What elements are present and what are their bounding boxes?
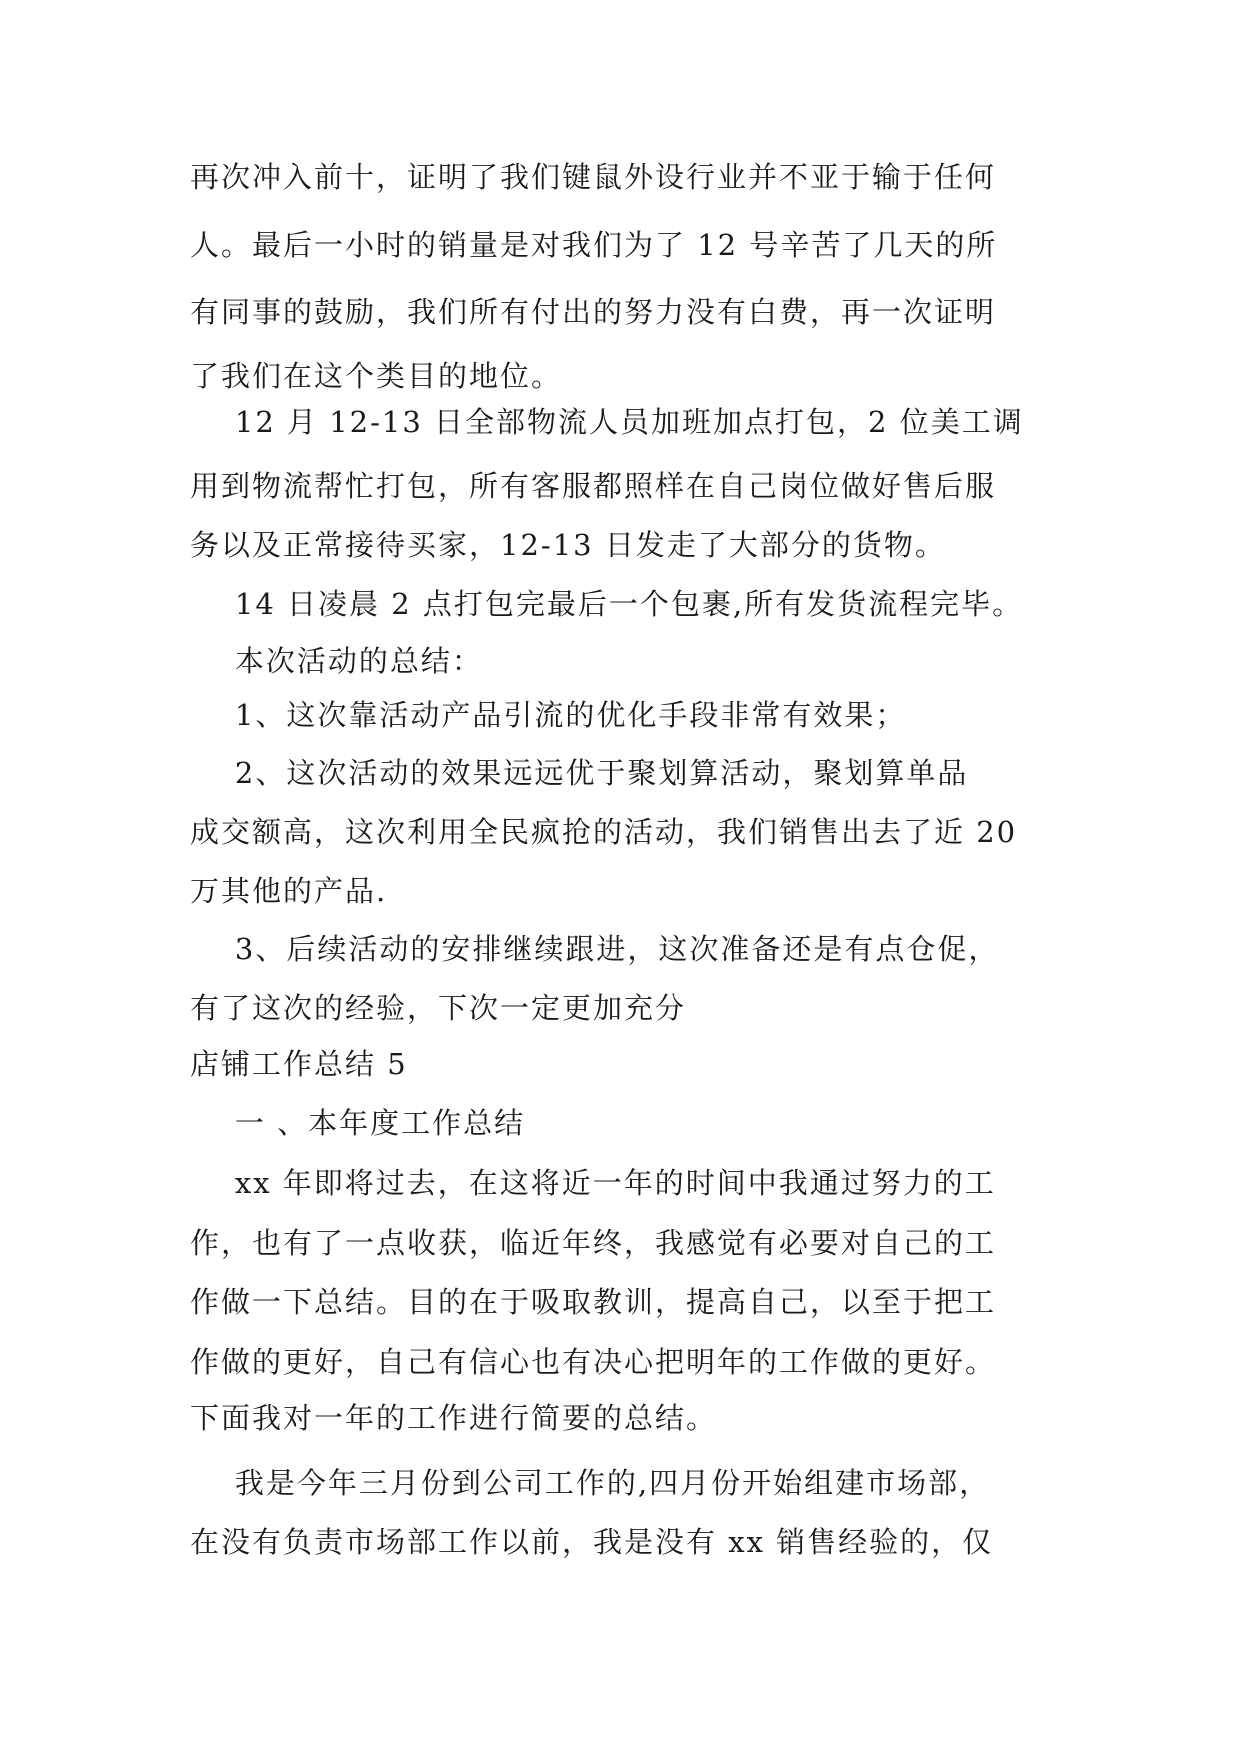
section-heading: 店铺工作总结 5 (190, 1047, 408, 1081)
subsection-heading: 一 、本年度工作总结 (190, 1106, 526, 1140)
text-line: 了我们在这个类目的地位。 (190, 359, 563, 393)
text-line: 1、这次靠活动产品引流的优化手段非常有效果； (190, 698, 907, 732)
text-line: 作做一下总结。目的在于吸取教训，提高自己，以至于把工 (190, 1285, 997, 1319)
text-line: 我是今年三月份到公司工作的,四月份开始组建市场部， (190, 1466, 991, 1500)
text-line: 再次冲入前十，证明了我们键鼠外设行业并不亚于输于任何 (190, 160, 997, 194)
text-line: 作做的更好，自己有信心也有决心把明年的工作做的更好。 (190, 1345, 997, 1379)
text-line: 2、这次活动的效果远远优于聚划算活动，聚划算单品 (190, 756, 969, 790)
text-line: xx 年即将过去，在这将近一年的时间中我通过努力的工 (190, 1166, 996, 1200)
text-line: 14 日凌晨 2 点打包完最后一个包裹,所有发货流程完毕。 (190, 587, 1024, 621)
text-line: 本次活动的总结： (190, 644, 483, 678)
text-line: 有了这次的经验，下次一定更加充分 (190, 991, 687, 1025)
text-line: 下面我对一年的工作进行简要的总结。 (190, 1401, 718, 1435)
text-line: 有同事的鼓励，我们所有付出的努力没有白费，再一次证明 (190, 295, 997, 329)
text-line: 人。最后一小时的销量是对我们为了 12 号辛苦了几天的所 (190, 228, 998, 262)
text-line: 用到物流帮忙打包，所有客服都照样在自己岗位做好售后服 (190, 469, 997, 503)
text-line: 万其他的产品. (190, 874, 388, 908)
text-line: 3、后续活动的安排继续跟进，这次准备还是有点仓促， (190, 932, 1000, 966)
text-line: 12 月 12-13 日全部物流人员加班加点打包，2 位美工调 (190, 405, 1024, 439)
text-line: 在没有负责市场部工作以前，我是没有 xx 销售经验的，仅 (190, 1525, 994, 1559)
text-line: 成交额高，这次利用全民疯抢的活动，我们销售出去了近 20 (190, 815, 1018, 849)
text-line: 务以及正常接待买家，12-13 日发走了大部分的货物。 (190, 528, 946, 562)
text-line: 作，也有了一点收获，临近年终，我感觉有必要对自己的工 (190, 1226, 997, 1260)
